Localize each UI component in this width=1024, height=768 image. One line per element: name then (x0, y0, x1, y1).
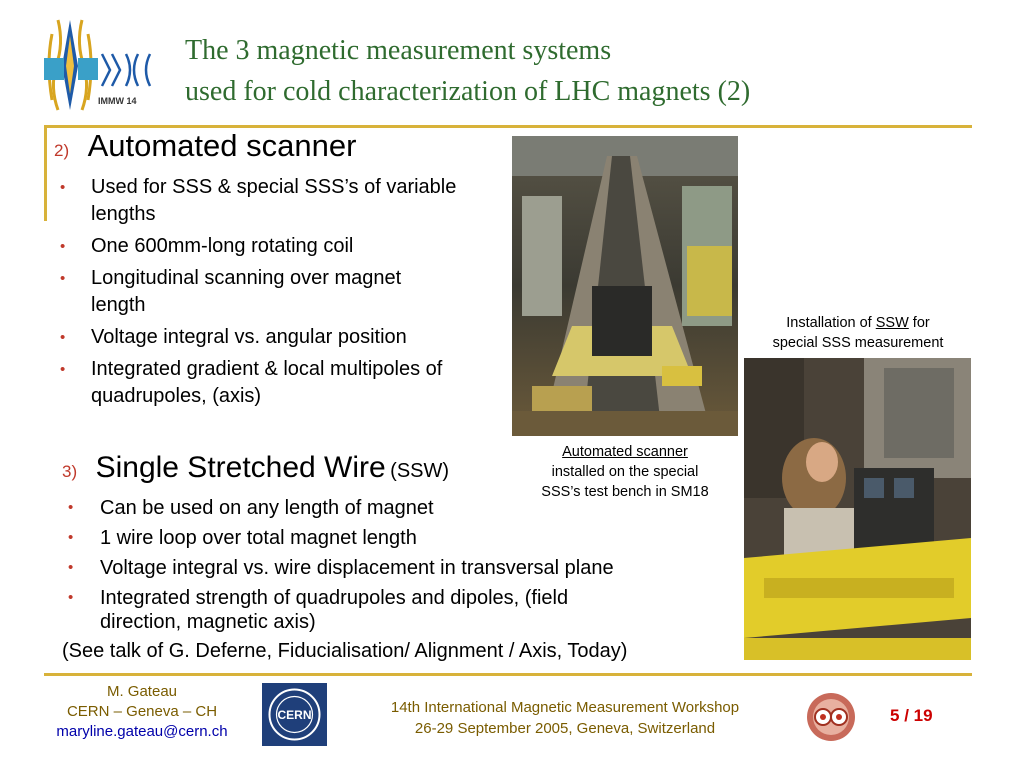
bullet-item: • Voltage integral vs. wire displacement in transversal plane (68, 557, 614, 579)
ssw-photo-caption (744, 313, 972, 353)
author-name: M. Gateau (106, 683, 178, 700)
section-3-suffix: (SSW) (390, 460, 450, 482)
slide-title (185, 30, 985, 112)
cern-logo-text: CERN (277, 708, 312, 722)
immw-logo (38, 14, 158, 114)
author-email-link[interactable]: maryline.gateau@cern.ch (56, 723, 228, 740)
logo-text: IMMW 14 (98, 96, 137, 106)
section-2-number: 2) (54, 141, 70, 160)
author-affiliation: CERN – Geneva – CH (66, 703, 218, 720)
section-2-title: Automated scanner (87, 128, 357, 163)
footer-author (42, 682, 242, 742)
section-3-number: 3) (62, 462, 78, 481)
footer-rule (44, 673, 972, 676)
title-line-2: used for cold characterization of LHC magnets (2) (185, 76, 751, 107)
lhc-logo (803, 690, 859, 744)
cern-logo (262, 683, 327, 746)
page-separator: / (904, 706, 909, 725)
bullet-item: • Longitudinal scanning over magnet length (60, 267, 402, 316)
ssw-caption-suffix: for (908, 315, 930, 331)
conference-date-location: 26-29 September 2005, Geneva, Switzerland (414, 720, 716, 737)
scanner-caption-underlined: Automated scanner (562, 444, 688, 460)
section-2-bullets (54, 174, 514, 415)
bullet-item: • Integrated strength of quadrupoles and dipoles, (field direction, magnetic axis) (68, 587, 569, 633)
bullet-item: • Can be used on any length of magnet (68, 497, 434, 519)
bullet-item: • One 600mm-long rotating coil (60, 235, 354, 257)
bullet-item: • Integrated gradient & local multipoles of quadrupoles, (axis) (60, 358, 443, 407)
title-line-1: The 3 magnetic measurement systems (185, 35, 612, 66)
scanner-caption-line-3: SSS’s test bench in SM18 (541, 484, 709, 500)
ssw-caption-prefix: Installation of (786, 315, 876, 331)
footer-conference (360, 697, 770, 739)
scanner-photo-caption (512, 442, 738, 502)
page-total: 19 (913, 706, 933, 725)
ssw-installation-photo (744, 358, 971, 660)
section-3-title: Single Stretched Wire (95, 451, 386, 484)
conference-name: 14th International Magnetic Measurement Workshop (390, 699, 740, 716)
section-3-heading (62, 451, 449, 485)
section-2-heading (54, 128, 356, 164)
bullet-item: • Used for SSS & special SSS’s of variable lengths (60, 176, 457, 225)
bullet-item: • 1 wire loop over total magnet length (68, 527, 417, 549)
ssw-caption-underlined: SSW (875, 315, 909, 331)
talk-reference-note: (See talk of G. Deferne, Fiducialisation/ Alignment / Axis, Today) (62, 640, 628, 662)
page-number (890, 706, 933, 726)
scanner-caption-line-2: installed on the special (551, 464, 699, 480)
automated-scanner-photo (512, 136, 738, 436)
section-3-bullets (62, 496, 712, 640)
page-current: 5 (890, 706, 900, 725)
side-rule (44, 125, 47, 221)
ssw-caption-line-2: special SSS measurement (772, 335, 944, 351)
bullet-item: • Voltage integral vs. angular position (60, 326, 407, 348)
